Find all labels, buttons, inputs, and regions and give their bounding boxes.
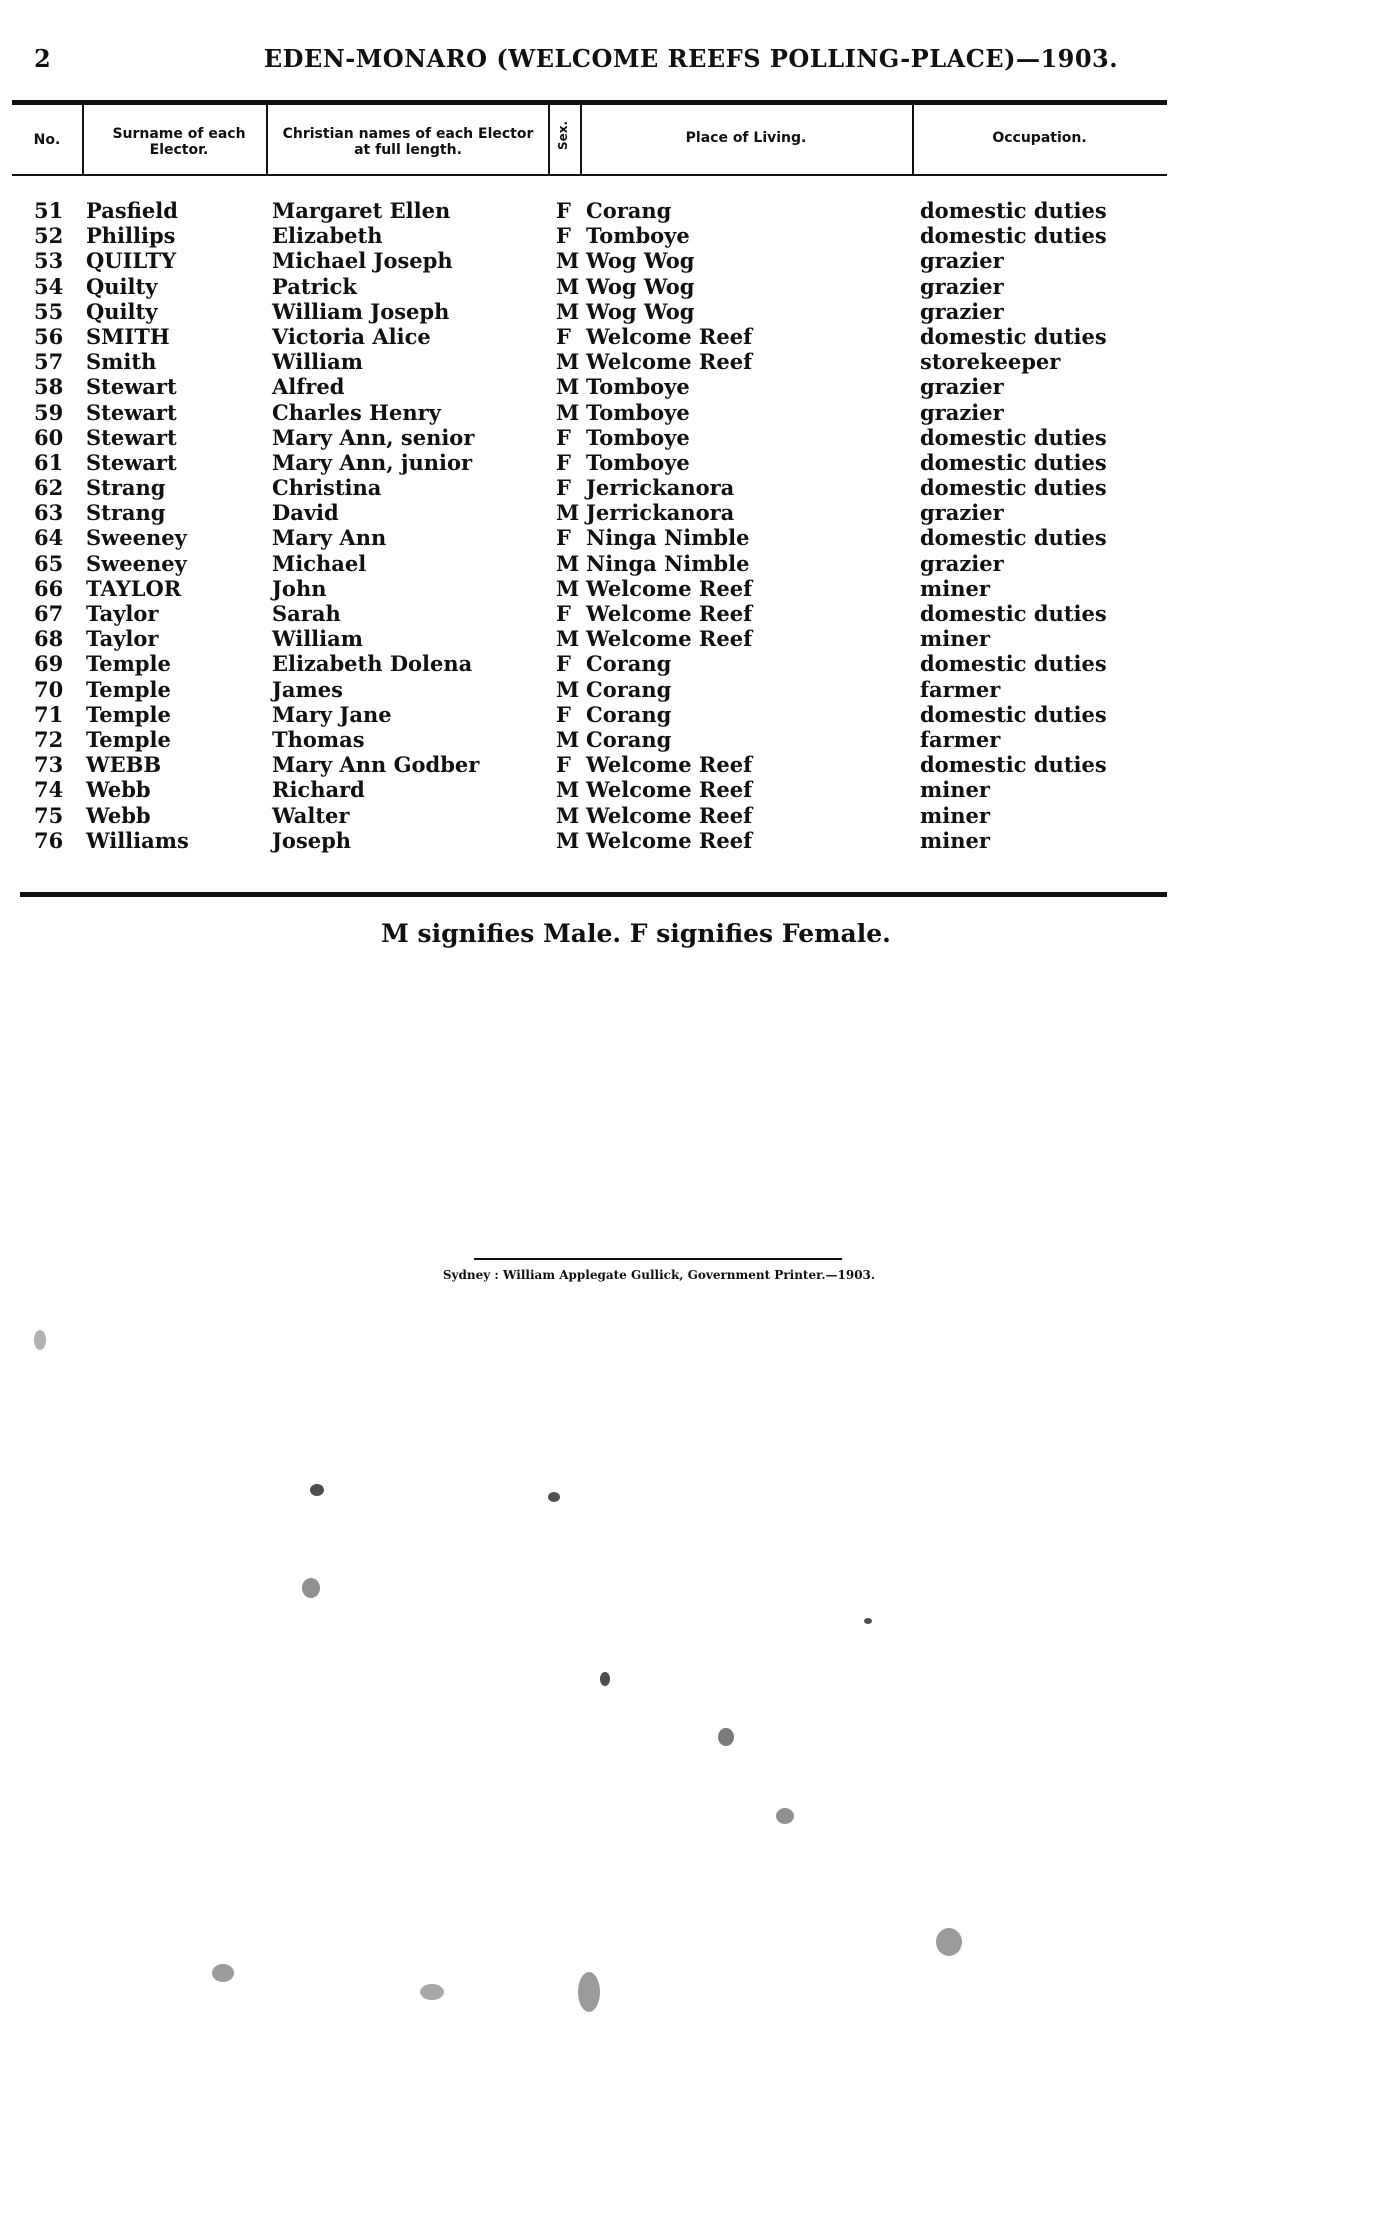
- cell-no: 56: [34, 323, 64, 349]
- table-row: [0, 475, 1382, 500]
- cell-christian: William: [272, 626, 363, 652]
- table-row: [0, 626, 1382, 651]
- cell-surname: SMITH: [86, 323, 170, 349]
- cell-occupation: grazier: [920, 550, 1004, 576]
- cell-sex: M: [556, 349, 580, 375]
- table-row: [0, 500, 1382, 525]
- cell-christian: William Joseph: [272, 298, 450, 324]
- cell-sex: M: [556, 802, 580, 828]
- cell-christian: Margaret Ellen: [272, 198, 451, 223]
- table-row: [0, 324, 1382, 349]
- cell-no: 59: [34, 399, 64, 425]
- sex-legend: M signifies Male. F signifies Female.: [381, 919, 891, 948]
- cell-no: 72: [34, 726, 64, 752]
- cell-no: 53: [34, 248, 64, 274]
- cell-christian: Charles Henry: [272, 399, 441, 425]
- cell-no: 75: [34, 802, 64, 828]
- elector-list: [0, 198, 1382, 853]
- cell-christian: Patrick: [272, 273, 357, 299]
- cell-sex: M: [556, 777, 580, 803]
- cell-occupation: domestic duties: [920, 424, 1107, 450]
- cell-surname: Stewart: [86, 449, 177, 475]
- cell-place: Welcome Reef: [586, 827, 753, 853]
- cell-sex: M: [556, 726, 580, 752]
- cell-surname: Temple: [86, 676, 171, 702]
- cell-surname: Quilty: [86, 298, 158, 324]
- cell-sex: M: [556, 399, 580, 425]
- cell-occupation: domestic duties: [920, 223, 1107, 249]
- cell-surname: Temple: [86, 726, 171, 752]
- cell-no: 62: [34, 475, 64, 501]
- cell-occupation: domestic duties: [920, 601, 1107, 626]
- cell-christian: Victoria Alice: [272, 323, 431, 349]
- cell-occupation: miner: [920, 777, 990, 803]
- cell-occupation: grazier: [920, 298, 1004, 324]
- table-row: [0, 803, 1382, 828]
- table-row: [0, 198, 1382, 223]
- cell-surname: Stewart: [86, 399, 177, 425]
- table-row: [0, 374, 1382, 399]
- cell-sex: F: [556, 223, 571, 249]
- cell-no: 58: [34, 374, 64, 400]
- cell-occupation: grazier: [920, 399, 1004, 425]
- cell-place: Welcome Reef: [586, 575, 753, 601]
- cell-surname: TAYLOR: [86, 575, 182, 601]
- cell-occupation: grazier: [920, 273, 1004, 299]
- table-row: [0, 223, 1382, 248]
- cell-place: Wog Wog: [586, 298, 695, 324]
- table-row: [0, 702, 1382, 727]
- table-row: [0, 727, 1382, 752]
- cell-place: Welcome Reef: [586, 601, 753, 626]
- cell-surname: Strang: [86, 500, 166, 526]
- cell-place: Tomboye: [586, 449, 690, 475]
- cell-no: 71: [34, 701, 64, 727]
- cell-surname: Pasfield: [86, 198, 178, 223]
- cell-christian: Alfred: [272, 374, 345, 400]
- cell-christian: James: [272, 676, 343, 702]
- cell-christian: Sarah: [272, 601, 341, 626]
- cell-surname: Taylor: [86, 626, 159, 652]
- column-header-occupation: Occupation.: [992, 130, 1087, 146]
- cell-christian: Christina: [272, 475, 382, 501]
- scan-speck: [864, 1618, 872, 1624]
- cell-christian: Richard: [272, 777, 365, 803]
- cell-no: 64: [34, 525, 64, 551]
- cell-sex: F: [556, 701, 571, 727]
- column-divider: [82, 104, 84, 176]
- cell-place: Corang: [586, 651, 672, 677]
- cell-christian: Mary Ann, junior: [272, 449, 473, 475]
- cell-sex: F: [556, 198, 571, 223]
- table-row: [0, 248, 1382, 273]
- column-header-sex: Sex.: [556, 120, 570, 150]
- cell-place: Ninga Nimble: [586, 525, 750, 551]
- cell-no: 60: [34, 424, 64, 450]
- cell-christian: John: [272, 575, 327, 601]
- cell-no: 61: [34, 449, 64, 475]
- cell-christian: David: [272, 500, 339, 526]
- table-row: [0, 425, 1382, 450]
- cell-sex: M: [556, 827, 580, 853]
- cell-sex: F: [556, 449, 571, 475]
- cell-occupation: miner: [920, 802, 990, 828]
- table-row: [0, 349, 1382, 374]
- cell-no: 66: [34, 575, 64, 601]
- cell-no: 69: [34, 651, 64, 677]
- cell-christian: Mary Ann, senior: [272, 424, 475, 450]
- cell-place: Welcome Reef: [586, 777, 753, 803]
- table-row: [0, 651, 1382, 676]
- cell-occupation: grazier: [920, 248, 1004, 274]
- table-row: [0, 576, 1382, 601]
- cell-christian: Mary Ann Godber: [272, 752, 480, 778]
- column-header-no: No.: [33, 132, 61, 148]
- cell-christian: Michael Joseph: [272, 248, 453, 274]
- cell-surname: QUILTY: [86, 248, 177, 274]
- table-row: [0, 777, 1382, 802]
- cell-surname: WEBB: [86, 752, 162, 778]
- cell-sex: F: [556, 601, 571, 626]
- cell-no: 70: [34, 676, 64, 702]
- printer-imprint: Sydney : William Applegate Gullick, Government Printer.—1903.: [442, 1268, 876, 1282]
- cell-surname: Temple: [86, 701, 171, 727]
- cell-place: Jerrickanora: [586, 500, 735, 526]
- cell-place: Corang: [586, 726, 672, 752]
- cell-christian: Mary Jane: [272, 701, 392, 727]
- cell-occupation: farmer: [920, 726, 1001, 752]
- cell-place: Welcome Reef: [586, 626, 753, 652]
- cell-occupation: grazier: [920, 500, 1004, 526]
- cell-no: 73: [34, 752, 64, 778]
- cell-surname: Temple: [86, 651, 171, 677]
- table-row: [0, 400, 1382, 425]
- scan-speck: [420, 1984, 444, 2000]
- scan-speck: [548, 1492, 560, 1502]
- cell-surname: Phillips: [86, 223, 176, 249]
- cell-occupation: miner: [920, 626, 990, 652]
- cell-no: 57: [34, 349, 64, 375]
- cell-christian: Joseph: [272, 827, 352, 853]
- cell-surname: Stewart: [86, 424, 177, 450]
- cell-sex: M: [556, 550, 580, 576]
- cell-surname: Stewart: [86, 374, 177, 400]
- scan-speck: [718, 1728, 734, 1746]
- column-divider: [548, 104, 550, 176]
- cell-surname: Smith: [86, 349, 157, 375]
- page-title: EDEN-MONARO (WELCOME REEFS POLLING-PLACE)—1903.: [263, 44, 1119, 73]
- cell-occupation: miner: [920, 827, 990, 853]
- cell-place: Corang: [586, 676, 672, 702]
- cell-sex: M: [556, 273, 580, 299]
- cell-place: Corang: [586, 701, 672, 727]
- table-row: [0, 450, 1382, 475]
- cell-sex: F: [556, 752, 571, 778]
- cell-place: Welcome Reef: [586, 323, 753, 349]
- cell-sex: M: [556, 500, 580, 526]
- table-bottom-rule: [20, 892, 1167, 897]
- cell-occupation: storekeeper: [920, 349, 1061, 375]
- cell-no: 54: [34, 273, 64, 299]
- cell-christian: Walter: [272, 802, 350, 828]
- cell-place: Welcome Reef: [586, 802, 753, 828]
- cell-surname: Strang: [86, 475, 166, 501]
- cell-surname: Quilty: [86, 273, 158, 299]
- cell-no: 51: [34, 198, 64, 223]
- scan-speck: [776, 1808, 794, 1824]
- column-divider: [266, 104, 268, 176]
- header-bottom-rule: [12, 174, 1167, 176]
- cell-occupation: domestic duties: [920, 701, 1107, 727]
- cell-christian: Elizabeth: [272, 223, 383, 249]
- cell-place: Tomboye: [586, 223, 690, 249]
- cell-sex: F: [556, 424, 571, 450]
- cell-sex: M: [556, 676, 580, 702]
- cell-sex: M: [556, 298, 580, 324]
- column-header-christian: Christian names of each Elector at full length.: [282, 126, 534, 158]
- table-row: [0, 551, 1382, 576]
- cell-sex: F: [556, 475, 571, 501]
- table-row: [0, 299, 1382, 324]
- cell-occupation: domestic duties: [920, 525, 1107, 551]
- page-number: 2: [34, 44, 51, 73]
- cell-christian: Mary Ann: [272, 525, 387, 551]
- cell-sex: M: [556, 248, 580, 274]
- cell-no: 55: [34, 298, 64, 324]
- scan-speck: [578, 1972, 600, 2012]
- table-row: [0, 525, 1382, 550]
- cell-christian: Thomas: [272, 726, 365, 752]
- cell-place: Wog Wog: [586, 273, 695, 299]
- column-header-place: Place of Living.: [685, 130, 807, 146]
- cell-christian: Elizabeth Dolena: [272, 651, 473, 677]
- cell-no: 63: [34, 500, 64, 526]
- cell-surname: Sweeney: [86, 550, 187, 576]
- cell-occupation: domestic duties: [920, 651, 1107, 677]
- cell-place: Tomboye: [586, 424, 690, 450]
- column-header-surname: Surname of each Elector.: [112, 126, 246, 158]
- cell-surname: Webb: [86, 802, 151, 828]
- cell-sex: F: [556, 323, 571, 349]
- cell-no: 52: [34, 223, 64, 249]
- cell-sex: F: [556, 651, 571, 677]
- cell-christian: Michael: [272, 550, 367, 576]
- cell-surname: Webb: [86, 777, 151, 803]
- cell-place: Corang: [586, 198, 672, 223]
- cell-place: Tomboye: [586, 399, 690, 425]
- cell-no: 76: [34, 827, 64, 853]
- cell-place: Welcome Reef: [586, 349, 753, 375]
- cell-occupation: domestic duties: [920, 449, 1107, 475]
- cell-surname: Williams: [86, 827, 189, 853]
- cell-occupation: domestic duties: [920, 475, 1107, 501]
- scan-speck: [600, 1672, 610, 1686]
- cell-occupation: miner: [920, 575, 990, 601]
- table-row: [0, 828, 1382, 853]
- cell-occupation: domestic duties: [920, 323, 1107, 349]
- scan-speck: [936, 1928, 962, 1956]
- cell-no: 74: [34, 777, 64, 803]
- cell-sex: F: [556, 525, 571, 551]
- printer-rule: [474, 1258, 842, 1260]
- cell-place: Wog Wog: [586, 248, 695, 274]
- cell-occupation: farmer: [920, 676, 1001, 702]
- cell-occupation: domestic duties: [920, 198, 1107, 223]
- cell-sex: M: [556, 374, 580, 400]
- table-row: [0, 752, 1382, 777]
- cell-no: 65: [34, 550, 64, 576]
- cell-christian: William: [272, 349, 363, 375]
- scan-speck: [302, 1578, 320, 1598]
- table-top-rule: [12, 100, 1167, 105]
- cell-no: 67: [34, 601, 64, 626]
- cell-place: Welcome Reef: [586, 752, 753, 778]
- table-row: [0, 677, 1382, 702]
- cell-surname: Taylor: [86, 601, 159, 626]
- cell-sex: M: [556, 575, 580, 601]
- table-row: [0, 274, 1382, 299]
- scan-speck: [34, 1330, 46, 1350]
- cell-place: Ninga Nimble: [586, 550, 750, 576]
- cell-place: Jerrickanora: [586, 475, 735, 501]
- cell-occupation: domestic duties: [920, 752, 1107, 778]
- cell-surname: Sweeney: [86, 525, 187, 551]
- scan-speck: [212, 1964, 234, 1982]
- cell-occupation: grazier: [920, 374, 1004, 400]
- scan-speck: [310, 1484, 324, 1496]
- cell-no: 68: [34, 626, 64, 652]
- cell-sex: M: [556, 626, 580, 652]
- table-row: [0, 601, 1382, 626]
- cell-place: Tomboye: [586, 374, 690, 400]
